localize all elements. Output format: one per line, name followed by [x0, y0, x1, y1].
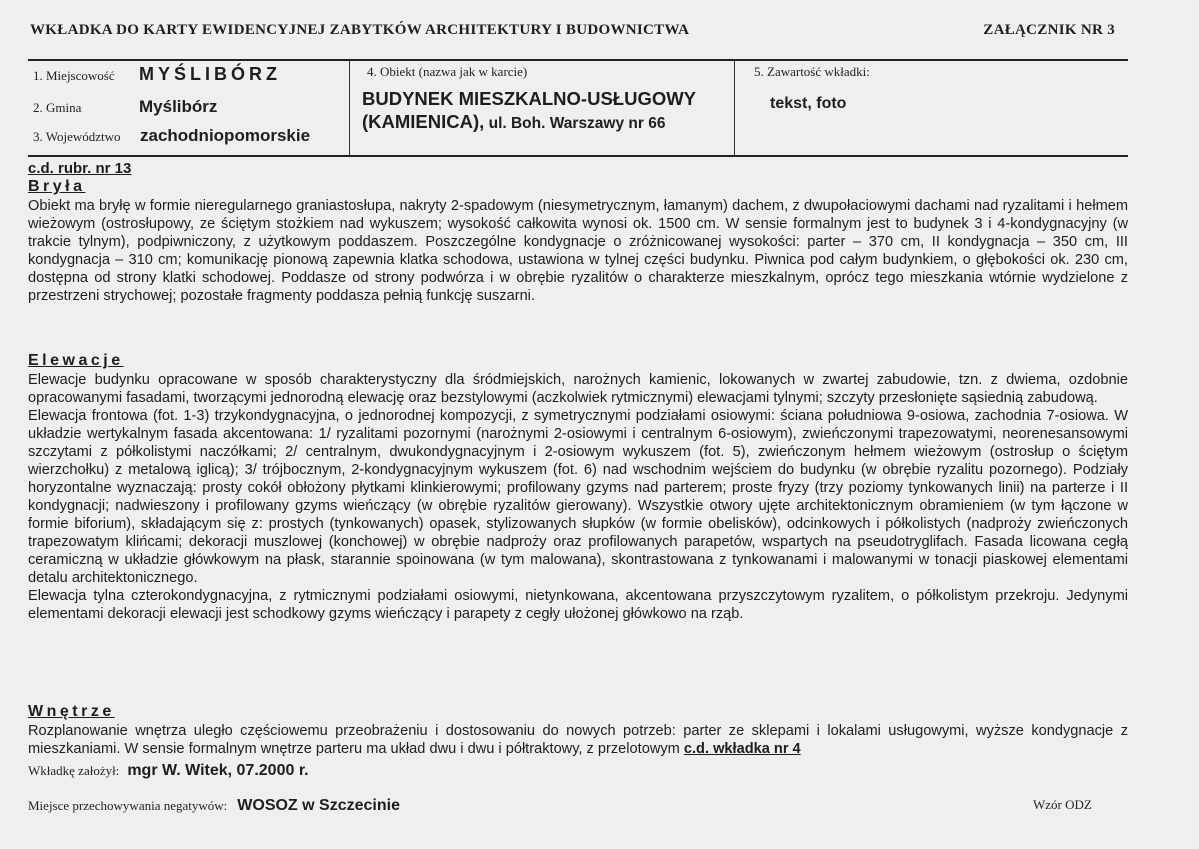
section-text-elewacje [28, 371, 1128, 623]
storage-field [28, 797, 400, 815]
locality-label: 1. Miejscowość [33, 68, 115, 83]
author-field [28, 762, 309, 780]
locality-field [33, 64, 281, 85]
object-label: 4. Obiekt (nazwa jak w karcie) [367, 64, 528, 79]
section-title-elewacje: Elewacje [28, 352, 124, 369]
continuation-marker: c.d. rubr. nr 13 [28, 160, 132, 177]
contents-value: tekst, foto [770, 95, 847, 112]
object-name-line2: (KAMIENICA), [362, 111, 485, 132]
form-template-id: Wzór ODZ [1033, 797, 1092, 812]
contents-label: 5. Zawartość wkładki: [754, 64, 870, 79]
column-divider-2 [734, 61, 735, 155]
bryla-paragraph: Obiekt ma bryłę w formie nieregularnego graniastosłupa, nakryty 2-spadowym (niesymetrycznym, łamanym) dachem, z dwupołaciowymi dachami nad ryzalitami i hełmem wieżowym (ostrosłupowy, ze ściętym stożkiem nad wykuszem; wysokość całkowita wynosi ok. 1500 cm. W sensie formalnym jest to budynek 3 i 4-kondygnacyjny (w trakcie tylnym), podpiwniczony, z użytkowym poddaszem. Poszczególne kondygnacje o zróżnicowanej wysokości: parter – 370 cm, II kondygnacja – 350 cm, III kondygnacja – 310 cm; komunikację pionową zapewnia klatka schodowa, ustawiona w tylnej części budynku. Piwnica pod całym budynkiem, o głębokości ok. 230 cm, dostępna od strony klatki schodowej. Poddasze od strony podwórza i w obrębie ryzalitów o charakterze mieszkalnym, oprócz tego mieszkania wtórnie wydzielone z przestrzeni strychowej; pozostałe fragmenty poddasza pełnią funkcję suszarni. [28, 198, 1128, 304]
table-top-rule [28, 59, 1128, 61]
commune-value: Myślibórz [139, 97, 218, 116]
elewacje-paragraph-1: Elewacje budynku opracowane w sposób charakterystyczny dla śródmiejskich, narożnych kamienic, lokowanych w zwartej zabudowie, tzn. z dwiema, ozdobnie opracowanymi fasadami, tworzącymi jednorodną elewację oraz bezstylowymi (aczkolwiek rytmicznymi) elewacjami tylnymi; szczyty przesłonięte sąsiednią zabudową. [28, 372, 1128, 406]
locality-value: MYŚLIBÓRZ [139, 64, 281, 84]
section-title-wnetrze: Wnętrze [28, 703, 115, 720]
elewacje-paragraph-3: Elewacja tylna czterokondygnacyjna, z rytmicznymi podziałami osiowymi, nietynkowana, akcentowana przyszczytowym ryzalitem, o półkolistym przekroju. Jedynymi elementami dekoracji elewacji jest schodkowy gzyms wieńczący i parapety z cegły ułożonej główkowo na rząb. [28, 588, 1128, 622]
commune-label: 2. Gmina [33, 100, 82, 115]
column-divider-1 [349, 61, 350, 155]
object-name-line1: BUDYNEK MIESZKALNO-USŁUGOWY [362, 88, 697, 109]
author-value: mgr W. Witek, 07.2000 r. [127, 762, 309, 779]
storage-value: WOSOZ w Szczecinie [237, 797, 400, 814]
elewacje-paragraph-2: Elewacja frontowa (fot. 1-3) trzykondygnacyjna, o jednorodnej kompozycji, z symetrycznymi podziałami osiowymi: ściana południowa 9-osiowa, zachodnia 7-osiowa. W układzie wertykalnym fasada akcentowana: 1/ ryzalitami pozornymi (narożnymi 2-osiowymi i centralnym 6-osiowym), zwieńczonymi trapezowatymi, neorenesansowymi szczytami z półkolistymi naczółkami; 2/ centralnym, dwukondygnacyjnym i 2-osiowym wykuszem (fot. 5), zwieńczonym hełmem wieżowym (ostrosłup o ściętym wierzchołku) z metalową iglicą); 3/ trójbocznym, 2-kondygnacyjnym wykuszem (fot. 6) nad wschodnim wejściem do budynku (w obrębie ryzalitu pozornego). Podziały horyzontalne wyznaczają: prosty cokół obłożony płytkami klinkierowymi; profilowany gzyms nad parterem; proste fryzy (trzy poziomy tynkowanych linii) na parterze i II kondygnacji; nadwieszony i profilowany gzyms wieńczący (w obrębie ryzalitów gierowany). Wszystkie otwory ujęte architektonicznym obramieniem (w tym łączone w formie biforium), składającym się z: prostych (tynkowanych) opasek, stylizowanych słupków (w formie obelisków), odcinkowych i półkolistych (nadproży zwieńczonych trapezowatym klińcami; dekoracji muszlowej (konchowej) w obrębie nadproży oraz profilowanych parapetów, wspartych na pseudotryglifach. Fasada licowana cegłą ceramiczną w układzie główkowym na płask, starannie spoinowana (w tym malowana), skontrastowana z tynkowanami i malowanymi w tonacji piaskowej elementami detalu architektonicznego. [28, 408, 1128, 586]
voivodeship-value: zachodniopomorskie [140, 126, 311, 145]
commune-field [33, 97, 217, 117]
voivodeship-label: 3. Województwo [33, 129, 121, 144]
object-address: ul. Boh. Warszawy nr 66 [484, 115, 666, 132]
object-value [362, 87, 696, 135]
section-text-wnetrze [28, 722, 1128, 758]
author-label: Wkładkę założył: [28, 763, 120, 778]
voivodeship-field [33, 126, 310, 146]
document-title: WKŁADKA DO KARTY EWIDENCYJNEJ ZABYTKÓW ARCHITEKTURY I BUDOWNICTWA [30, 22, 690, 38]
section-text-bryla [28, 197, 1128, 305]
section-title-bryla: Bryła [28, 178, 86, 195]
table-bottom-rule [28, 155, 1128, 157]
wnetrze-continuation: c.d. wkładka nr 4 [683, 741, 801, 757]
storage-label: Miejsce przechowywania negatywów: [28, 798, 228, 813]
wnetrze-paragraph: Rozplanowanie wnętrza uległo częściowemu przeobrażeniu i dostosowaniu do nowych potrzeb: parter ze sklepami i lokalami usługowymi, wyższe kondygnacje z mieszkaniami. W sensie formalnym wnętrze parteru ma układ dwu i dwu i półtraktowy, z przelotowym [28, 723, 1128, 757]
annex-number: ZAŁĄCZNIK NR 3 [983, 22, 1115, 38]
